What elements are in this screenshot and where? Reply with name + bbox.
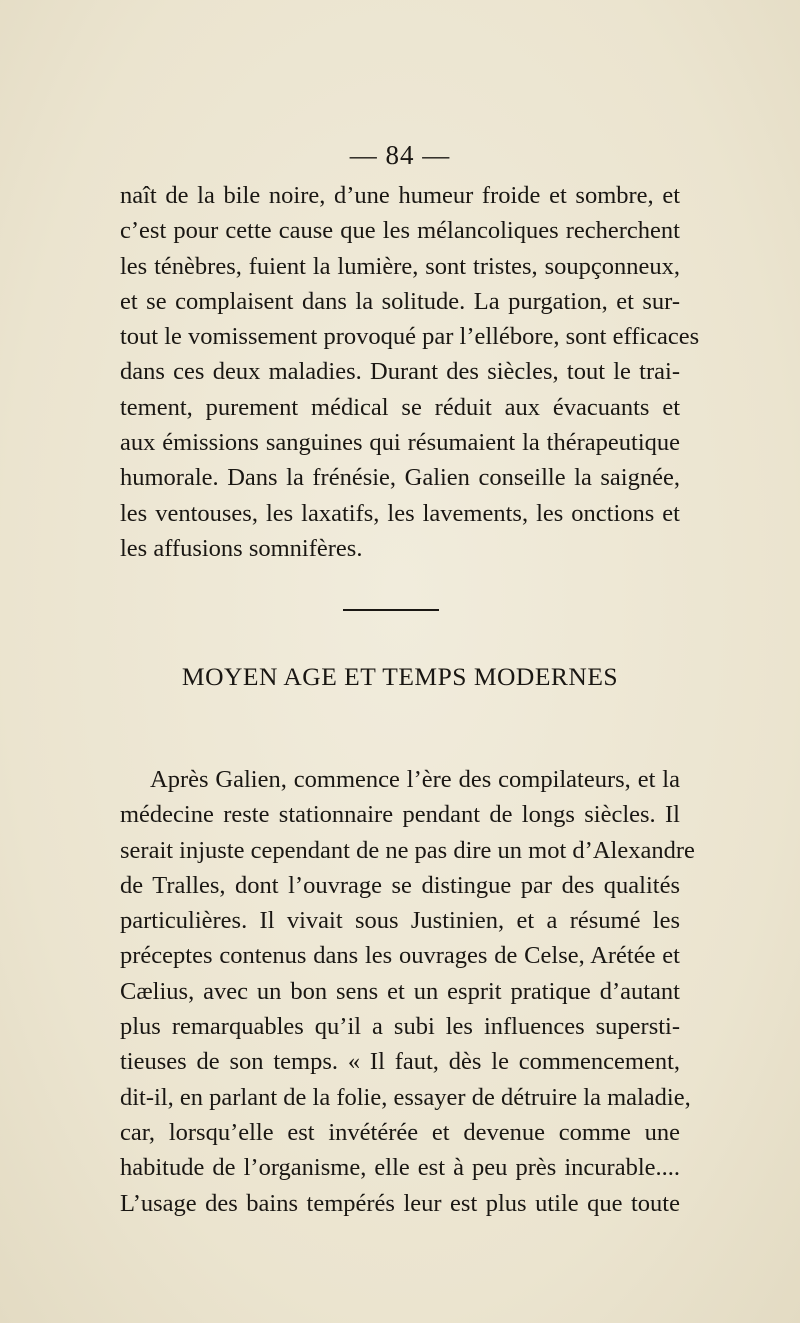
text-line: les ténèbres, fuient la lumière, sont tristes, soupçonneux, bbox=[120, 252, 680, 280]
page-number: — 84 — bbox=[349, 140, 451, 170]
text-line: tement, purement médical se réduit aux évacuants et bbox=[120, 393, 680, 421]
text-line: Après Galien, commence l’ère des compilateurs, et la bbox=[150, 766, 680, 793]
text-line: de Tralles, dont l’ouvrage se distingue par des qualités bbox=[120, 871, 680, 899]
text-line: les ventouses, les laxatifs, les lavements, les onctions et bbox=[120, 499, 680, 527]
paragraph-1 bbox=[120, 178, 700, 566]
text-line: médecine reste stationnaire pendant de longs siècles. Il bbox=[120, 801, 680, 829]
text-line: car, lorsqu’elle est invétérée et devenue comme une bbox=[120, 1118, 680, 1146]
text-line: les affusions somnifères. bbox=[120, 534, 363, 562]
text-line: particulières. Il vivait sous Justinien, et a résumé les bbox=[120, 907, 680, 935]
paragraph-2 bbox=[120, 762, 695, 1221]
text-line: naît de la bile noire, d’une humeur froide et sombre, et bbox=[120, 182, 680, 209]
text-line: habitude de l’organisme, elle est à peu près incurable.... bbox=[120, 1154, 680, 1182]
text-line: tieuses de son temps. « Il faut, dès le commencement, bbox=[120, 1048, 680, 1076]
text-line: dans ces deux maladies. Durant des siècles, tout le trai- bbox=[120, 358, 680, 386]
text-line: dit-il, en parlant de la folie, essayer de détruire la maladie, bbox=[120, 1083, 691, 1111]
text-line: et se complaisent dans la solitude. La purgation, et sur- bbox=[120, 287, 680, 315]
text-line: tout le vomissement provoqué par l’ellébore, sont efficaces bbox=[120, 323, 700, 351]
section-title: MOYEN AGE ET TEMPS MODERNES bbox=[181, 662, 619, 691]
section-divider bbox=[343, 609, 439, 611]
text-line: L’usage des bains tempérés leur est plus utile que toute bbox=[120, 1189, 680, 1217]
text-line: Cælius, avec un bon sens et un esprit pratique d’autant bbox=[120, 977, 680, 1005]
text-line: humorale. Dans la frénésie, Galien conseille la saignée, bbox=[120, 464, 680, 492]
text-line: serait injuste cependant de ne pas dire un mot d’Alexandre bbox=[120, 836, 695, 864]
text-line: préceptes contenus dans les ouvrages de Celse, Arétée et bbox=[120, 942, 680, 970]
text-line: aux émissions sanguines qui résumaient la thérapeutique bbox=[120, 429, 680, 457]
text-line: c’est pour cette cause que les mélancoliques recherchent bbox=[120, 217, 680, 245]
text-line: plus remarquables qu’il a subi les influences supersti- bbox=[120, 1013, 680, 1041]
